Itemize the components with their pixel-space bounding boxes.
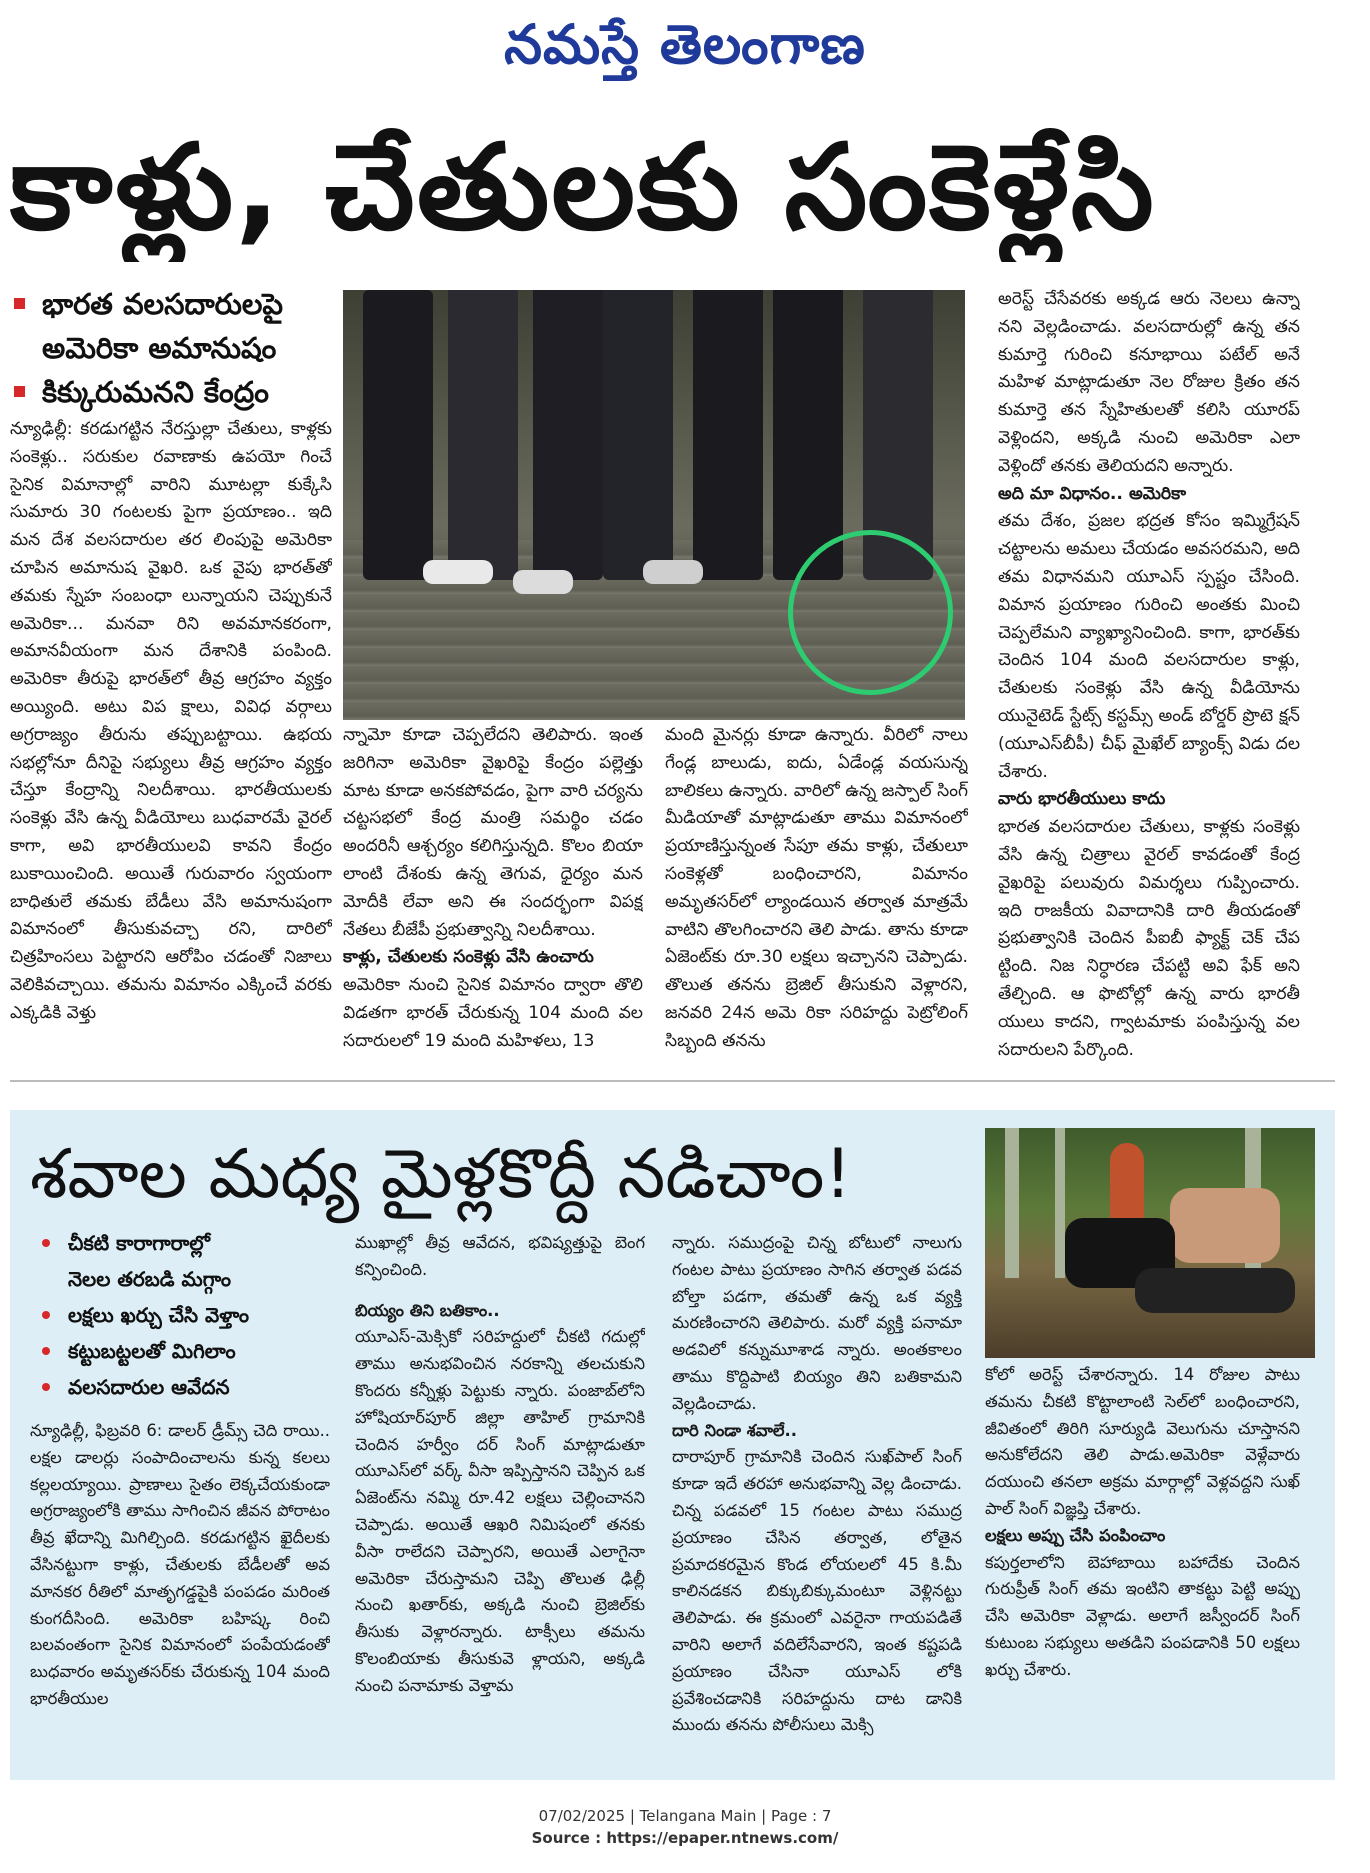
photo1-leg <box>533 290 603 580</box>
story2-col3-subhead: దారి నిండా శవాలే.. <box>672 1420 797 1440</box>
story2-column-3 <box>672 1230 962 1768</box>
photo1-leg <box>448 290 518 580</box>
photo1-leg <box>363 290 433 580</box>
story2-col4-text-b: కపుర్తలాలోని బెహాబాయి బహాదేకు చెందిన గురుప్రీత్ సింగ్ తమ ఇంటిని తాకట్టు పెట్టి అప్పు చేసి అమెరికా వెళ్లాడు. అలాగే జస్వీందర్ సింగ్ కుటుంబ సభ్యులు అతడిని పంపడానికి 50 లక్షలు ఖర్చు చేశారు. <box>985 1552 1300 1679</box>
story1-col4-text-b: తమ దేశం, ప్రజల భద్రత కోసం ఇమ్మిగ్రేషన్ చట్టాలను అమలు చేయడం అవసరమని, అది తమ విధానమని యూఎస్ స్పష్టం చేసింది. విమాన ప్రయాణం గురించి అంతకు మించి చెప్పలేమని వ్యాఖ్యానించింది. కాగా, భారత్‌కు చెందిన 104 మంది వలసదారుల కాళ్లు, చేతులకు సంకెళ్లు వేసి ఉన్న వీడియోను యునైటెడ్ స్టేట్స్ కస్టమ్స్ అండ్ బోర్డర్ ప్రొటె క్షన్ (యూఎస్‌బీపీ) చీఫ్ మైఖేల్ బ్యాంక్స్ విడు దల చేశారు. <box>998 511 1300 782</box>
photo1-leg <box>693 290 763 580</box>
story2-col4-text-a: కోలో అరెస్ట్ చేశారన్నారు. 14 రోజుల పాటు తమను చీకటి కొట్టాలాంటి సెల్‌లో బంధించారని, జీవితంలో తిరిగి సూర్యుడి వెలుగును చూస్తానని అనుకోలేదని తెలి పాడు.అమెరికా వెళ్లేవారు దయుంచి తనలా అక్రమ మార్గాల్లో వెళ్లవద్దని సుఖ్ పాల్ సింగ్ విజ్ఞప్తి చేశారు. <box>985 1365 1300 1518</box>
page-footer <box>0 1805 1370 1849</box>
headline-story1: కాళ్లు, చేతులకు సంకెళ్లేసి <box>10 118 1156 256</box>
photo1-shoe <box>643 560 703 584</box>
story1-photo <box>343 290 965 720</box>
story2-col1-text: న్యూఢిల్లీ, ఫిబ్రవరి 6: డాలర్ డ్రీమ్స్ చెది రాయి.. లక్షల డాలర్లు సంపాదించాలను కున్న కలలు కల్లలయ్యాయి. ప్రాణాలు సైతం లెక్కచేయకుండా అగ్రరాజ్యంలోకి తాము సాగించిన జీవన పోరాటం తీవ్ర ఖేదాన్ని మిగిల్చింది. కరడుగట్టిన ఖైదీలకు వేసినట్టుగా కాళ్లు, చేతులకు బేడీలతో అవ మానకర రీతిలో మాతృగడ్డపైకి పంపడం మరింత కుంగదీసింది. అమెరికా బహిష్క రించి బలవంతంగా సైనిక విమానంలో పంపేయడంతో బుధవారం అమృతసర్‌కు చేరుకున్న 104 మంది భారతీయుల <box>30 1421 330 1708</box>
story2-col2-subhead: బియ్యం తిని బతికాం.. <box>355 1300 500 1320</box>
story1-bullet-3: కిక్కురుమనని కేంద్రం <box>10 370 330 414</box>
story1-column-2 <box>343 722 643 1068</box>
story1-bullets <box>10 282 330 414</box>
story2-photo <box>985 1128 1315 1358</box>
photo2-person <box>1170 1188 1280 1263</box>
story2-column-1 <box>30 1418 330 1768</box>
section-divider <box>10 1080 1335 1082</box>
photo2-person <box>1135 1268 1295 1313</box>
story2-col2-text-b: యూఎస్-మెక్సికో సరిహద్దులో చీకటి గదుల్లో తాము అనుభవించిన నరకాన్ని తలచుకుని కొందరు కన్నీళ్లు పెట్టుకు న్నారు. పంజాబ్‌లోని హోషియార్‌పూర్ జిల్లా తాహిల్ గ్రామానికి చెందిన హర్వీం దర్ సింగ్ మాట్లాడుతూ యూఎస్‌లో వర్క్ వీసా ఇప్పిస్తానని చెప్పిన ఒక ఏజెంట్‌ను నమ్మి రూ.42 లక్షలు చెల్లించానని చెప్పాడు. అయితే ఆఖరి నిమిషంలో తనకు వీసా రాలేదని చెప్పారని, అయితే ఎలాగైనా అమెరికా చేరుస్తామని చెప్పి తొలుత ఢిల్లీ నుంచి ఖతార్‌కు, అక్కడి నుంచి బ్రెజిల్‌కు తీసుకు వెళ్లారన్నారు. టాక్సీలు తమను కొలంబియాకు తీసుకువె ళ్లాయని, అక్కడి నుంచి పనామాకు వెళ్తామ <box>355 1327 645 1695</box>
story2-col2-text-a: ముఖాల్లో తీవ్ర ఆవేదన, భవిష్యత్తుపై బెంగ కన్పించింది. <box>355 1233 645 1279</box>
photo1-highlight-circle <box>788 530 953 695</box>
masthead-logo: నమస్తే తెలంగాణ <box>504 12 866 76</box>
photo2-tree <box>1005 1128 1019 1278</box>
story1-col4-text-a: అరెస్ట్ చేసేవరకు అక్కడ ఆరు నెలలు ఉన్నా నని వెల్లడించాడు. వలసదారుల్లో ఉన్న తన కుమార్తె గురించి కనూభాయి పటేల్ అనే మహిళ మాట్లాడుతూ నెల రోజుల క్రితం తన కుమార్తె తన స్నేహితులతో కలిసి యూరప్ వెళ్లిందని, అక్కడి నుంచి అమెరికా ఎలా వెళ్లిందో తనకు తెలియదని అన్నారు. <box>998 289 1300 476</box>
story2-column-4 <box>985 1362 1300 1768</box>
story2-bullet-4: కట్టుబట్టలతో మిగిలాం <box>30 1333 350 1369</box>
story1-column-3 <box>665 722 968 1068</box>
story1-col1-text: న్యూఢిల్లీ: కరడుగట్టిన నేరస్తుల్లా చేతులు, కాళ్లకు సంకెళ్లు.. సరుకుల రవాణాకు ఉపయో గించే సైనిక విమానాల్లో వారిని మూటల్లా కుక్కేసి సుమారు 30 గంటలకు పైగా ప్రయాణం.. ఇది మన దేశ వలసదారుల తర లింపుపై అమెరికా చూపిన అమానుష వైఖరి. ఒక వైపు భారత్‌తో తమకు స్నేహ సంబంధా లున్నాయని చెప్పుకునే అమెరికా... మనవా రిని అవమానకరంగా, అమానవీయంగా మన దేశానికి పంపింది. అమెరికా తీరుపై భారత్‌లో తీవ్ర ఆగ్రహం వ్యక్తం అయ్యింది. అటు విప క్షాలు, వివిధ వర్గాలు అగ్రరాజ్యం తీరును తప్పుబట్టాయి. ఉభయ సభల్లోనూ దీనిపై సభ్యులు తీవ్ర ఆగ్రహం వ్యక్తం చేస్తూ కేంద్రాన్ని నిలదీశాయి. భారతీయులకు సంకెళ్లు వేసి ఉన్న వీడియోలు బుధవారమే వైరల్ కాగా, అవి భారతీయులవి కావని కేంద్రం బుకాయించింది. అయితే గురువారం స్వయంగా బాధితులే తమకు బేడీలు వేసి అమానుషంగా విమానంలో తీసుకువచ్చా రని, దారిలో చిత్రహింసలు పెట్టారని ఆరోపిం చడంతో నిజాలు వెలికివచ్చాయి. తమను విమానం ఎక్కించే వరకు ఎక్కడికి వెళ్తు <box>10 419 332 1023</box>
photo1-leg <box>773 290 843 580</box>
footer-edition-info: 07/02/2025 | Telangana Main | Page : 7 <box>538 1807 832 1825</box>
story2-col4-subhead: లక్షలు అప్పు చేసి పంపించాం <box>985 1525 1166 1545</box>
story2-col3-text-a: న్నారు. సముద్రంపై చిన్న బోటులో నాలుగు గంటల పాటు ప్రయాణం సాగిన తర్వాత పడవ బోల్తా పడగా, తమతో ఉన్న ఒక వ్యక్తి మరణించారని తెలిపారు. మరో వ్యక్తి పనామా అడవిలో కన్నుమూశాడ న్నారు. అంతకాలం తాము కొద్దిపాటి బియ్యం తిని బతికామని వెల్లడించాడు. <box>672 1233 962 1413</box>
photo1-leg <box>603 290 673 580</box>
headline-story2: శవాల మధ్య మైళ్లకొద్దీ నడిచాం! <box>30 1135 852 1214</box>
story1-col2-subhead: కాళ్లు, చేతులకు సంకెళ్లు వేసి ఉంచారు <box>343 947 594 968</box>
photo1-shoe <box>423 560 493 584</box>
photo1-shoe <box>513 570 573 594</box>
footer-source-link[interactable]: Source : https://epaper.ntnews.com/ <box>531 1829 839 1847</box>
story1-column-4 <box>998 286 1300 1068</box>
story1-col2-text-b: అమెరికా నుంచి సైనిక విమానం ద్వారా తొలి విడతగా భారత్ చేరుకున్న 104 మంది వల సదారులలో 19 మంది మహిళలు, 13 <box>343 975 643 1051</box>
story1-bullet-1: భారత వలసదారులపై <box>10 282 330 326</box>
story2-column-2 <box>355 1230 645 1768</box>
story1-column-1 <box>10 416 332 1068</box>
story1-col4-subhead-2: వారు భారతీయులు కాదు <box>998 789 1166 810</box>
story2-bullet-3: లక్షలు ఖర్చు చేసి వెళ్తాం <box>30 1297 350 1333</box>
story1-col4-text-c: భారత వలసదారుల చేతులు, కాళ్లకు సంకెళ్లు వేసి ఉన్న చిత్రాలు వైరల్ కావడంతో కేంద్ర వైఖరిపై పలువురు విమర్శలు గుప్పించారు. ఇది రాజకీయ వివాదానికి దారి తీయడంతో ప్రభుత్వానికి చెందిన పీఐబీ ఫ్యాక్ట్ చెక్ చేప ట్టింది. నిజ నిర్ధారణ చేపట్టి అవి ఫేక్ అని తేల్చింది. ఆ ఫొటోల్లో ఉన్న వారు భారతీ యులు కాదని, గ్వాటమాకు పంపిస్తున్న వల సదారులని పేర్కొంది. <box>998 817 1300 1060</box>
story1-col3-text: మంది మైనర్లు కూడా ఉన్నారు. వీరిలో నాలు గేండ్ల బాలుడు, ఐదు, ఏడేండ్ల వయసున్న బాలికలు ఉన్నారు. వారిలో ఉన్న జస్పాల్ సింగ్ మీడియాతో మాట్లాడుతూ తాము విమానంలో ప్రయాణిస్తున్నంత సేపూ తమ కాళ్లు, చేతులూ సంకెళ్లతో బంధించారని, విమానం అమృతసర్‌లో ల్యాండయిన తర్వాత మాత్రమే వాటిని తొలగించారని తెలి పాడు. తాను కూడా ఏజెంట్‌కు రూ.30 లక్షలు ఇచ్చానని చెప్పాడు. తొలుత తనను బ్రెజిల్ తీసుకుని వెళ్లారని, జనవరి 24న అమె రికా సరిహద్దు పెట్రోలింగ్ సిబ్బంది తనను <box>665 725 968 1051</box>
story1-bullet-2: అమెరికా అమానుషం <box>42 331 277 365</box>
story2-bullet-1: చీకటి కారాగారాల్లో <box>30 1225 350 1261</box>
photo2-tree <box>1055 1128 1065 1278</box>
story2-bullet-2: నెలల తరబడి మగ్గాం <box>68 1267 232 1291</box>
story2-bullet-5: వలసదారుల ఆవేదన <box>30 1369 350 1405</box>
story2-col3-text-b: దారాపూర్ గ్రామానికి చెందిన సుఖ్‌పాల్ సింగ్ కూడా ఇదే తరహా అనుభవాన్ని వెల్ల డించాడు. చిన్న పడవలో 15 గంటల పాటు సముద్ర ప్రయాణం చేసిన తర్వాత, లోతైన ప్రమాదకరమైన కొండ లోయలలో 45 కి.మీ కాలినడకన బిక్కుబిక్కుమంటూ వెళ్లినట్టు తెలిపాడు. ఈ క్రమంలో ఎవరైనా గాయపడితే వారిని అలాగే వదిలేసేవారని, ఇంత కష్టపడి ప్రయాణం చేసినా యూఎస్ లోకి ప్రవేశించడానికి సరిహద్దును దాట డానికి ముందు తనను పోలీసులు మెక్సి <box>672 1447 962 1735</box>
story1-col2-text-a: న్నామో కూడా చెప్పలేదని తెలిపారు. ఇంత జరిగినా అమెరికా వైఖరిపై కేంద్రం పల్లెత్తు మాట కూడా అనకపోవడం, పైగా వారి చర్యను చట్టసభలో కేంద్ర మంత్రి సమర్థిం చడం అందరినీ ఆశ్చర్యం కలిగిస్తున్నది. కొలం బియా లాంటి దేశంకు ఉన్న తెగువ, ధైర్యం మన మోదీకి లేవా అని ఈ సందర్భంగా విపక్ష నేతలు బీజేపీ ప్రభుత్వాన్ని నిలదీశాయి. <box>343 725 643 940</box>
story2-bullets <box>30 1225 350 1405</box>
story1-col4-subhead-1: అది మా విధానం.. అమెరికా <box>998 483 1186 504</box>
